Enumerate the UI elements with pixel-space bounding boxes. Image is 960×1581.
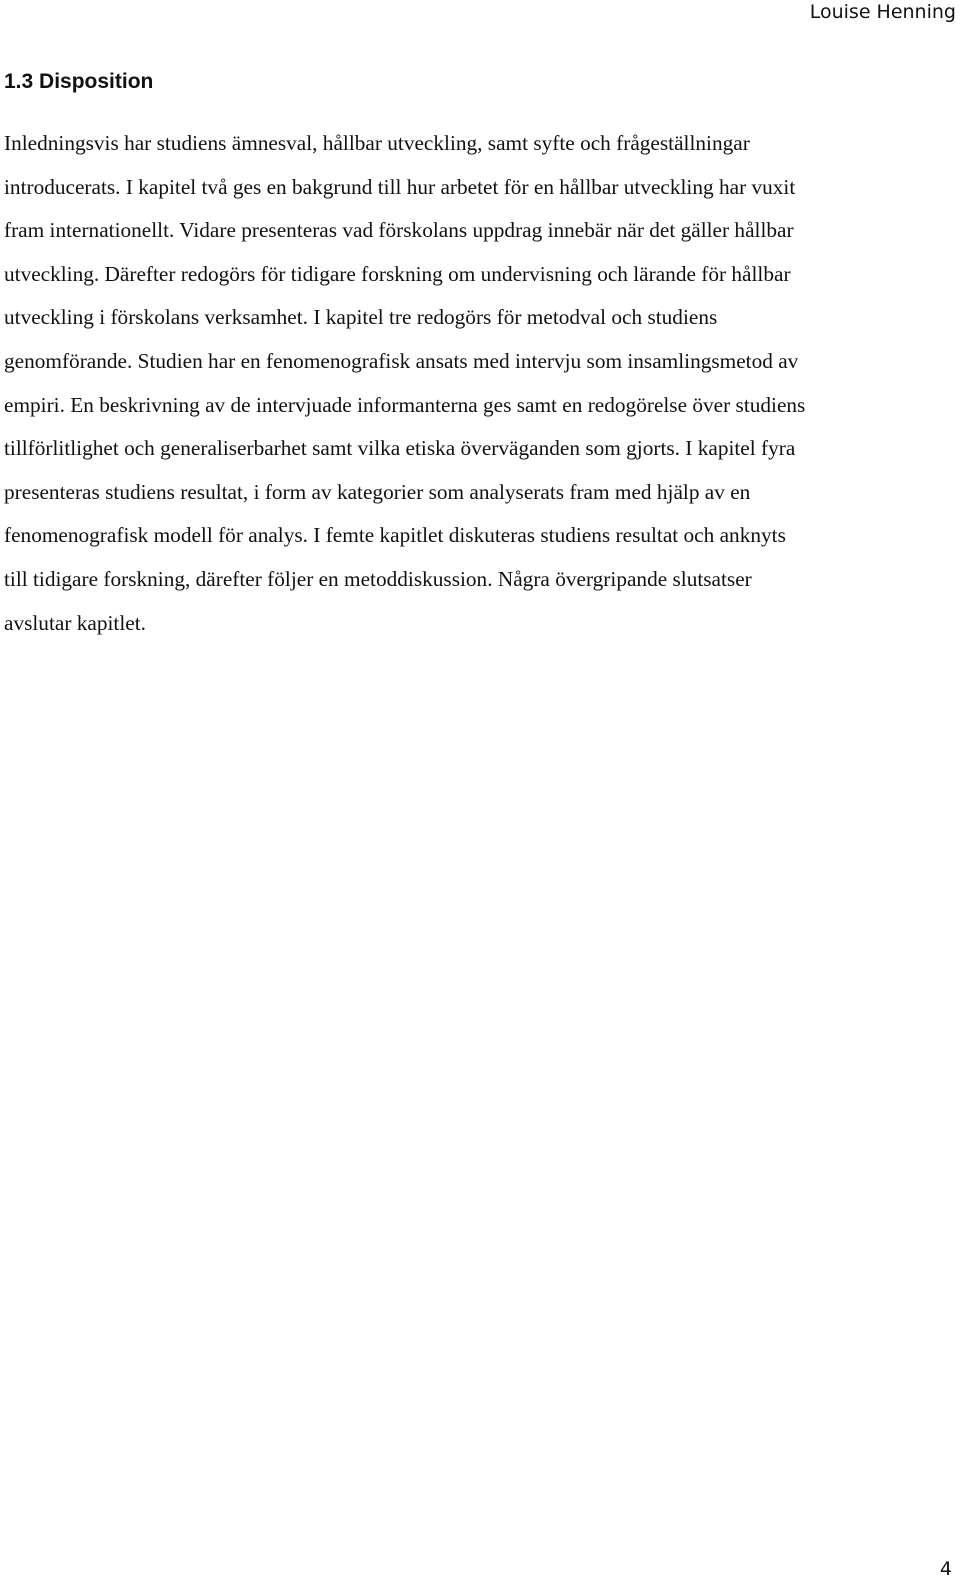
paragraph-line: utveckling. Därefter redogörs för tidigare forskning om undervisning och lärande för hållbar — [4, 261, 791, 286]
paragraph-line: fenomenografisk modell för analys. I femte kapitlet diskuteras studiens resultat och anknyts — [4, 523, 786, 548]
paragraph-line: Inledningsvis har studiens ämnesval, hållbar utveckling, samt syfte och frågeställningar — [4, 131, 750, 155]
paragraph-line: utveckling i förskolans verksamhet. I kapitel tre redogörs för metodval och studiens — [4, 305, 718, 330]
paragraph-line: empiri. En beskrivning av de intervjuade informanterna ges samt en redogörelse över studiens — [4, 392, 806, 417]
paragraph-line: presenteras studiens resultat, i form av kategorier som analyserats fram med hjälp av en — [4, 479, 751, 504]
paragraph-line: avslutar kapitlet. — [4, 610, 146, 635]
paragraph-line: genomförande. Studien har en fenomenografisk ansats med intervju som insamlingsmetod av — [4, 348, 799, 373]
section-heading: 1.3 Disposition — [4, 70, 154, 93]
paragraph-line: introducerats. I kapitel två ges en bakgrund till hur arbetet för en hållbar utveckling har vuxit — [4, 174, 796, 199]
paragraph-line: tillförlitlighet och generaliserbarhet samt vilka etiska överväganden som gjorts. I kapitel fyra — [4, 436, 796, 461]
paragraph-line: till tidigare forskning, därefter följer en metoddiskussion. Några övergripande slutsatser — [4, 566, 752, 591]
page-number: 4 — [939, 1558, 952, 1580]
body-paragraph — [4, 122, 954, 645]
running-header-author: Louise Henning — [809, 1, 956, 23]
paragraph-line: fram internationellt. Vidare presenteras vad förskolans uppdrag innebär när det gäller hållbar — [4, 218, 794, 243]
